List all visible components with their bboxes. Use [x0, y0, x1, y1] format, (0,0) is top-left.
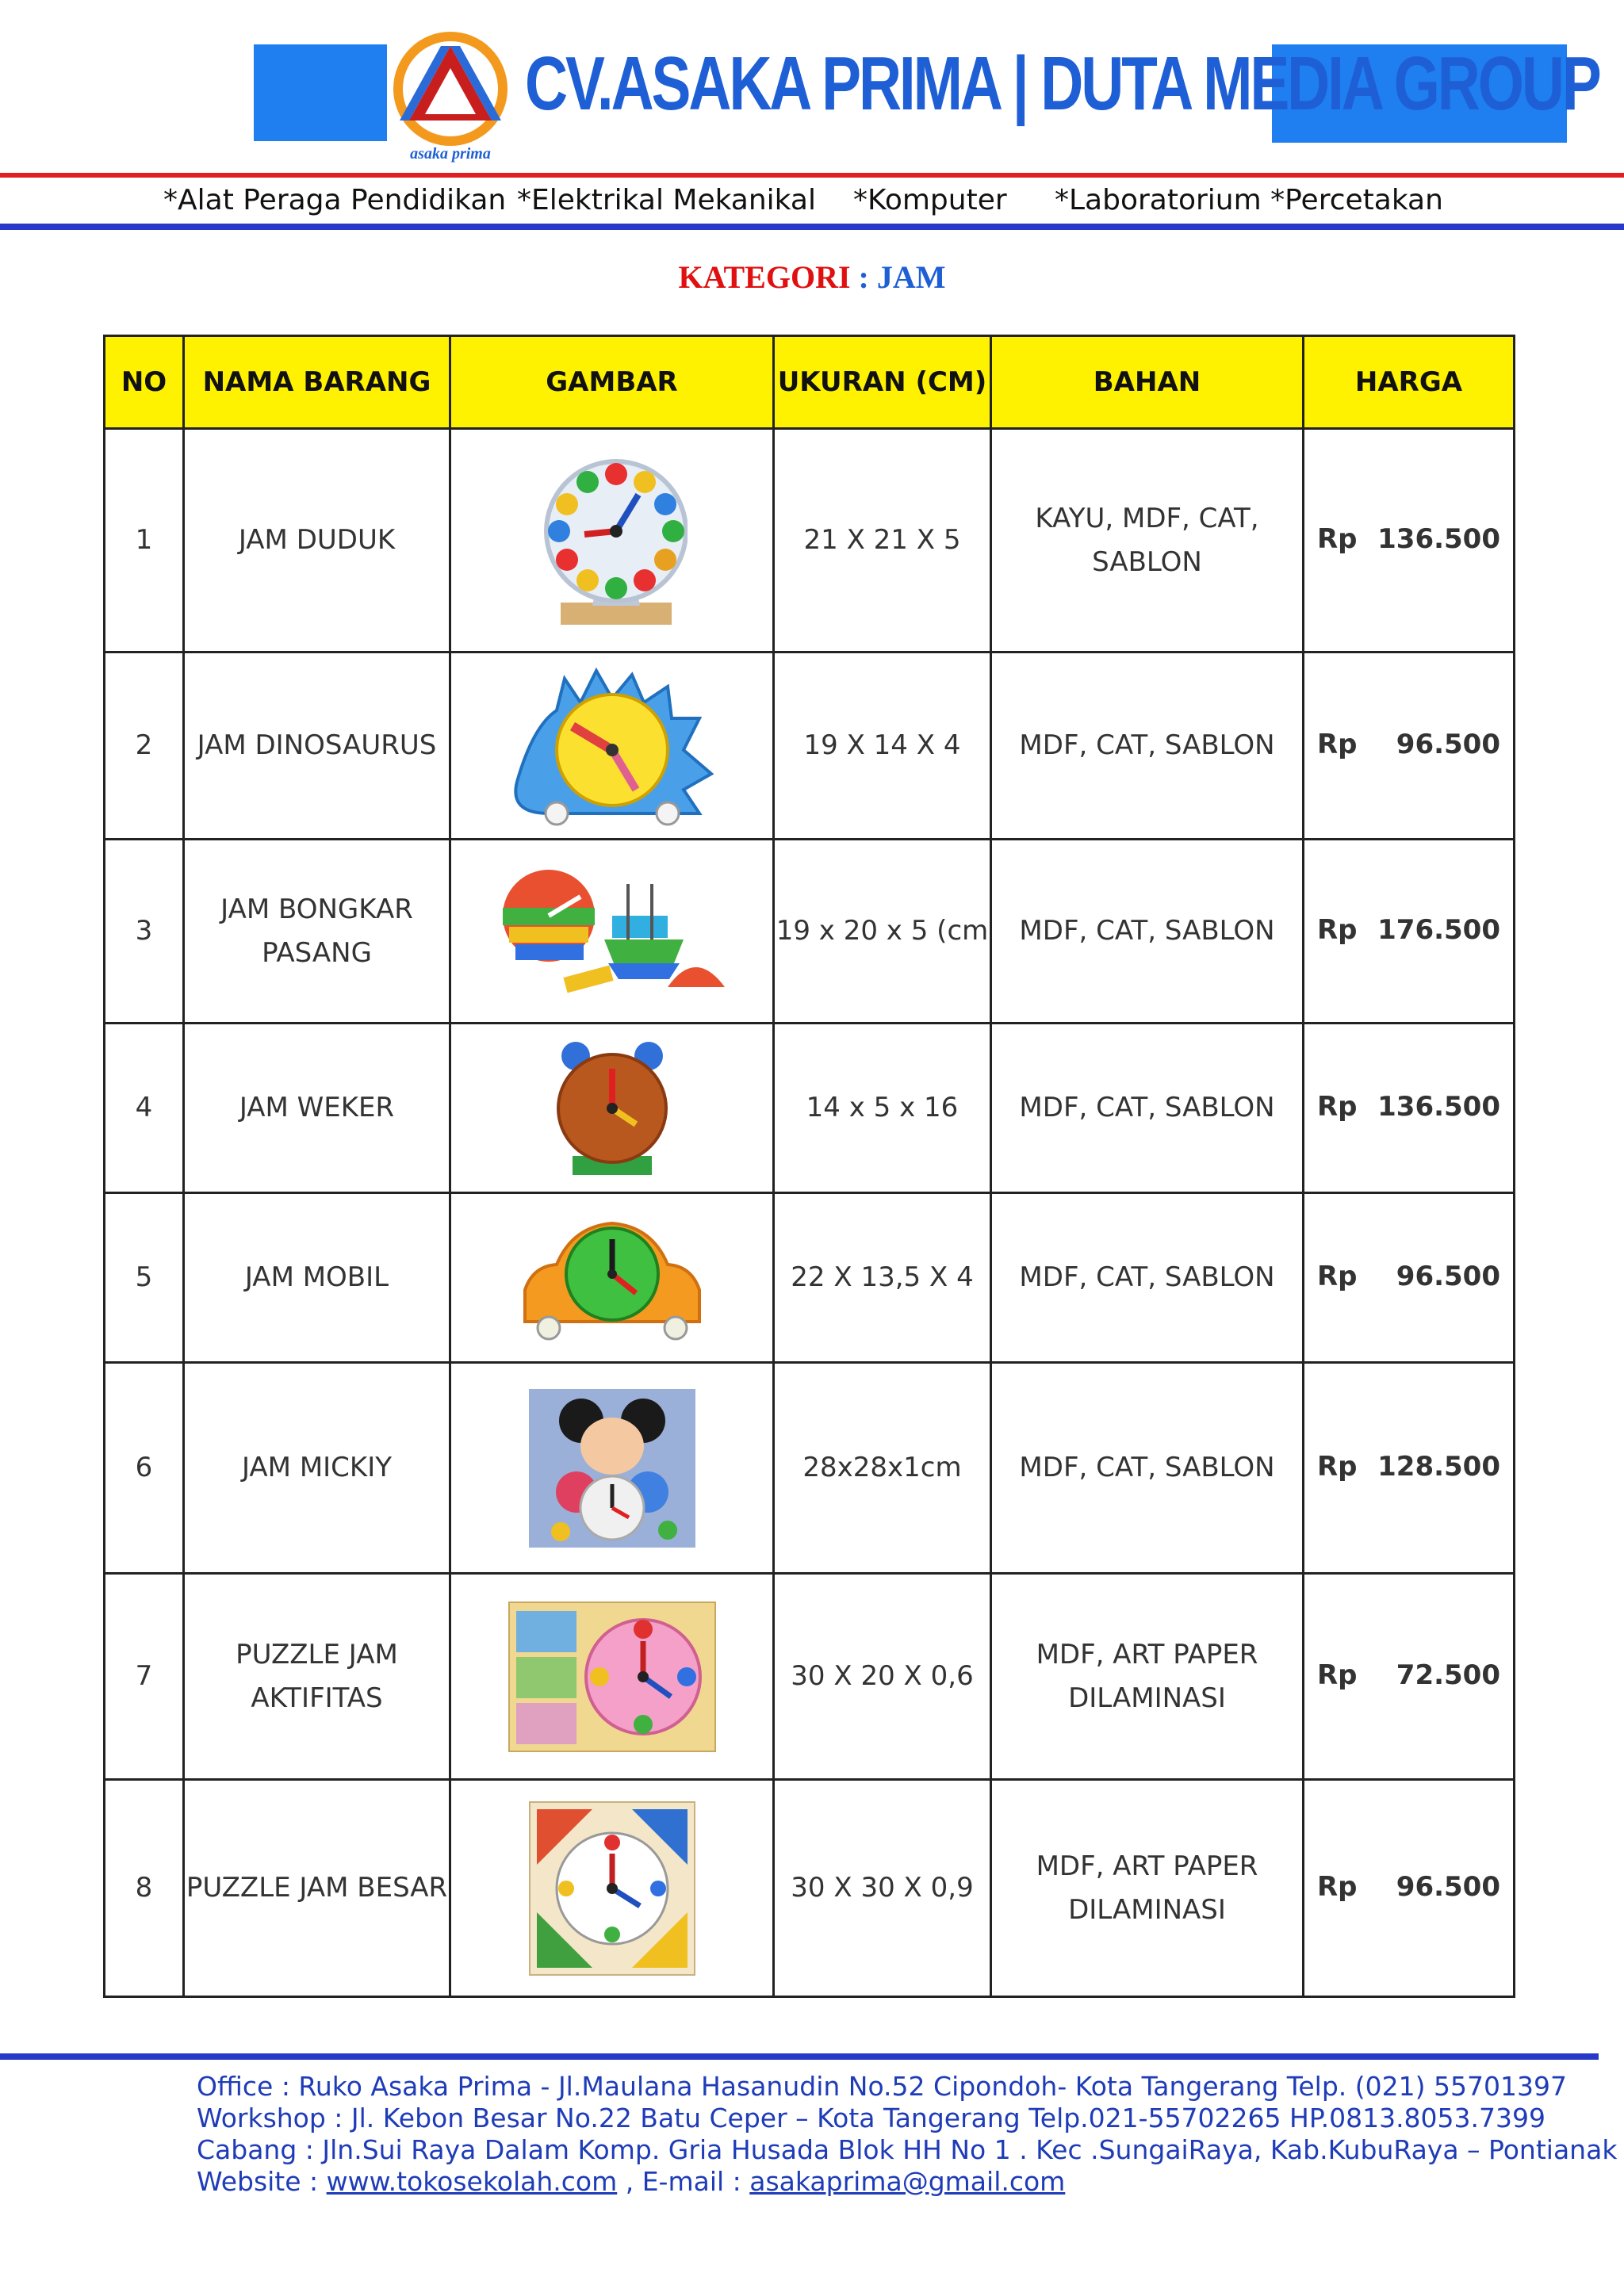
header-harga: HARGA [1304, 336, 1515, 429]
row-ukuran: 30 X 20 X 0,6 [774, 1574, 991, 1780]
table-row [105, 840, 1515, 1024]
row-bahan [991, 1193, 1304, 1363]
row-bahan [991, 1780, 1304, 1997]
row-nama-line: PUZZLE JAM BESAR [186, 1872, 448, 1904]
table-row [105, 1024, 1515, 1193]
row-ukuran: 21 X 21 X 5 [774, 429, 991, 652]
row-bahan [991, 1363, 1304, 1574]
row-bahan-line: MDF, ART PAPER [1036, 1850, 1258, 1883]
currency-label: Rp [1317, 1659, 1358, 1692]
logo-caption: asaka prima [410, 145, 491, 163]
row-gambar [450, 652, 774, 840]
row-bahan-line: MDF, CAT, SABLON [1019, 1092, 1275, 1124]
row-ukuran: 28x28x1cm [774, 1363, 991, 1574]
mickey-clock-image [529, 1389, 695, 1548]
row-nama [184, 1024, 450, 1193]
email-link[interactable]: asakaprima@gmail.com [749, 2166, 1066, 2197]
header-no: NO [105, 336, 184, 429]
price-value: 176.500 [1377, 914, 1500, 947]
row-no: 2 [105, 652, 184, 840]
row-bahan-line: KAYU, MDF, CAT, [1035, 503, 1259, 535]
row-nama [184, 1780, 450, 1997]
header-nama-barang: NAMA BARANG [184, 336, 450, 429]
row-gambar [450, 429, 774, 652]
row-bahan-line: MDF, CAT, SABLON [1019, 1452, 1275, 1484]
price-value: 96.500 [1396, 1871, 1500, 1904]
row-nama [184, 429, 450, 652]
table-row [105, 1574, 1515, 1780]
row-nama-line: JAM DUDUK [238, 524, 396, 557]
row-bahan [991, 840, 1304, 1024]
row-harga [1304, 1363, 1515, 1574]
price-value: 96.500 [1396, 729, 1500, 761]
category-value: JAM [876, 259, 946, 295]
row-no: 4 [105, 1024, 184, 1193]
currency-label: Rp [1317, 729, 1358, 761]
row-nama-line: JAM DINOSAURUS [197, 729, 437, 762]
stacking-clock-image [493, 860, 731, 1003]
row-no: 1 [105, 429, 184, 652]
row-nama-line: JAM MOBIL [244, 1261, 389, 1294]
row-ukuran: 30 X 30 X 0,9 [774, 1780, 991, 1997]
row-harga [1304, 1024, 1515, 1193]
row-bahan-line: SABLON [1092, 545, 1202, 578]
price-value: 136.500 [1377, 1091, 1500, 1123]
price-value: 96.500 [1396, 1261, 1500, 1293]
footer-office: Office : Ruko Asaka Prima - Jl.Maulana Hasanudin No.52 Cipondoh- Kota Tangerang Telp. (021) 55701397 [197, 2071, 1567, 2102]
footer-cabang: Cabang : Jln.Sui Raya Dalam Komp. Gria Husada Blok HH No 1 . Kec .SungaiRaya, Kab.KubuRaya – Pontianak [197, 2134, 1618, 2165]
row-bahan-line: MDF, CAT, SABLON [1019, 915, 1275, 947]
row-harga [1304, 1780, 1515, 1997]
currency-label: Rp [1317, 1451, 1358, 1483]
table-header-row [105, 336, 1515, 429]
currency-label: Rp [1317, 1091, 1358, 1123]
row-bahan-line: MDF, CAT, SABLON [1019, 729, 1275, 762]
header-blue-line [0, 224, 1624, 230]
row-nama-line: AKTIFITAS [251, 1682, 383, 1714]
wooden-clock-stand-image [537, 447, 688, 634]
row-nama-line: PASANG [262, 936, 372, 969]
header-bahan: BAHAN [991, 336, 1304, 429]
website-label: Website : [197, 2166, 327, 2197]
footer-workshop: Workshop : Jl. Kebon Besar No.22 Batu Ceper – Kota Tangerang Telp.021-55702265 HP.0813.8053.7399 [197, 2103, 1546, 2133]
currency-label: Rp [1317, 1261, 1358, 1293]
asaka-prima-logo [387, 29, 514, 163]
row-nama [184, 1574, 450, 1780]
row-bahan [991, 1024, 1304, 1193]
dinosaur-clock-image [501, 663, 723, 829]
service-item: *Laboratorium *Percetakan [1055, 184, 1443, 216]
company-name: CV.ASAKA PRIMA | DUTA MEDIA GROUP [525, 41, 1599, 126]
footer-contact [197, 2071, 1617, 2198]
row-bahan-line: MDF, ART PAPER [1036, 1639, 1258, 1671]
row-bahan-line: DILAMINASI [1068, 1893, 1226, 1926]
header-gambar: GAMBAR [450, 336, 774, 429]
row-no: 7 [105, 1574, 184, 1780]
row-harga [1304, 429, 1515, 652]
row-ukuran: 14 x 5 x 16 [774, 1024, 991, 1193]
currency-label: Rp [1317, 914, 1358, 947]
row-nama [184, 652, 450, 840]
alarm-clock-image [549, 1037, 676, 1180]
row-harga [1304, 840, 1515, 1024]
row-gambar [450, 1780, 774, 1997]
row-ukuran: 19 X 14 X 4 [774, 652, 991, 840]
row-nama [184, 1193, 450, 1363]
currency-label: Rp [1317, 1871, 1358, 1904]
activity-clock-puzzle-image [508, 1601, 716, 1752]
row-nama [184, 1363, 450, 1574]
row-bahan [991, 652, 1304, 840]
car-clock-image [517, 1211, 707, 1345]
row-bahan [991, 1574, 1304, 1780]
row-ukuran: 19 x 20 x 5 (cm [774, 840, 991, 1024]
row-nama-line: JAM BONGKAR [220, 894, 413, 926]
row-harga [1304, 1574, 1515, 1780]
row-nama-line: PUZZLE JAM [236, 1639, 398, 1671]
row-bahan-line: DILAMINASI [1068, 1682, 1226, 1714]
table-row [105, 429, 1515, 652]
row-bahan-line: MDF, CAT, SABLON [1019, 1261, 1275, 1294]
category-title [0, 258, 1624, 296]
row-gambar [450, 840, 774, 1024]
row-ukuran: 22 X 13,5 X 4 [774, 1193, 991, 1363]
currency-label: Rp [1317, 523, 1358, 556]
category-label: KATEGORI [678, 259, 851, 295]
row-gambar [450, 1574, 774, 1780]
table-row [105, 652, 1515, 840]
footer-blue-line [0, 2053, 1599, 2060]
service-item: *Komputer [853, 184, 1007, 216]
header-red-line [0, 173, 1624, 178]
product-table [103, 335, 1515, 1998]
row-no: 6 [105, 1363, 184, 1574]
email-label: , E-mail : [617, 2166, 750, 2197]
row-harga [1304, 652, 1515, 840]
row-nama [184, 840, 450, 1024]
row-gambar [450, 1193, 774, 1363]
row-no: 8 [105, 1780, 184, 1997]
row-nama-line: JAM MICKIY [241, 1452, 393, 1484]
price-value: 72.500 [1396, 1659, 1500, 1692]
row-gambar [450, 1363, 774, 1574]
table-row [105, 1780, 1515, 1997]
big-clock-puzzle-image [529, 1801, 695, 1976]
row-nama-line: JAM WEKER [239, 1092, 395, 1124]
footer-web-line [197, 2166, 1617, 2198]
row-no: 5 [105, 1193, 184, 1363]
service-item: *Alat Peraga Pendidikan [163, 184, 507, 216]
service-item: *Elektrikal Mekanikal [517, 184, 816, 216]
website-link[interactable]: www.tokosekolah.com [326, 2166, 618, 2197]
row-harga [1304, 1193, 1515, 1363]
table-row [105, 1363, 1515, 1574]
price-value: 136.500 [1377, 523, 1500, 556]
table-row [105, 1193, 1515, 1363]
header-blue-block-left [254, 44, 387, 141]
row-bahan [991, 429, 1304, 652]
header-ukuran: UKURAN (CM) [774, 336, 991, 429]
row-gambar [450, 1024, 774, 1193]
price-value: 128.500 [1377, 1451, 1500, 1483]
row-no: 3 [105, 840, 184, 1024]
category-separator: : [850, 259, 877, 295]
